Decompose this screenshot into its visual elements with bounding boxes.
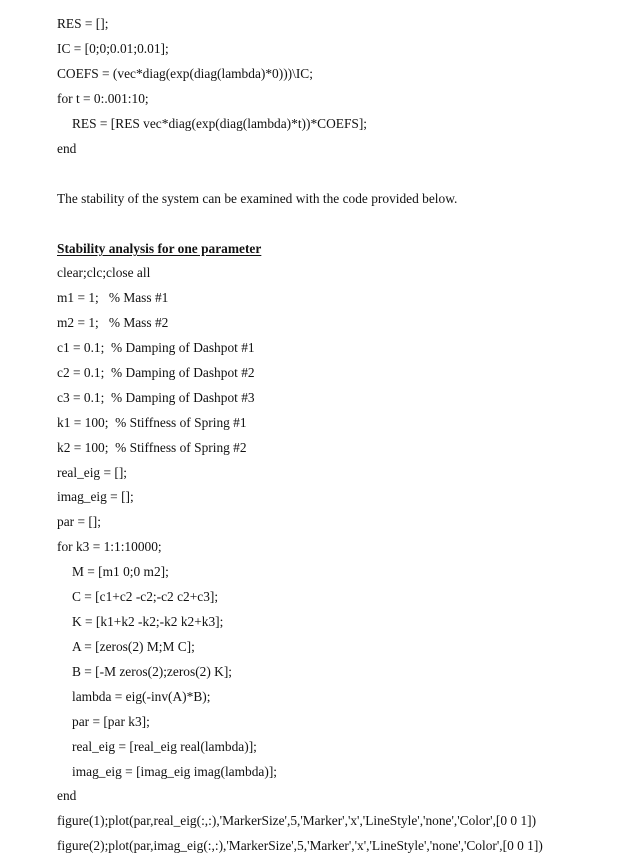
code-line: C = [c1+c2 -c2;-c2 c2+c3]; [72,589,219,604]
code-line: M = [m1 0;0 m2]; [72,564,169,579]
code-line: IC = [0;0;0.01;0.01]; [57,41,169,56]
code-line: m2 = 1; % Mass #2 [57,315,169,330]
code-line: m1 = 1; % Mass #1 [57,290,169,305]
code-line: end [57,788,77,803]
paragraph: The stability of the system can be examined with the code provided below. [57,191,458,206]
code-line: k1 = 100; % Stiffness of Spring #1 [57,415,247,430]
code-line: imag_eig = []; [57,489,134,504]
code-line: imag_eig = [imag_eig imag(lambda)]; [72,764,277,779]
code-line: c1 = 0.1; % Damping of Dashpot #1 [57,340,255,355]
code-line: c3 = 0.1; % Damping of Dashpot #3 [57,390,255,405]
code-line: COEFS = (vec*diag(exp(diag(lambda)*0)))\IC; [57,66,313,81]
code-line: clear;clc;close all [57,265,151,280]
code-line: par = []; [57,514,101,529]
code-line: figure(2);plot(par,imag_eig(:,:),'MarkerSize',5,'Marker','x','LineStyle','none','Color',[0 0 1]) [57,838,543,853]
code-line: figure(1);plot(par,real_eig(:,:),'MarkerSize',5,'Marker','x','LineStyle','none','Color',[0 0 1]) [57,813,537,828]
code-line: for t = 0:.001:10; [57,91,149,106]
code-line: k2 = 100; % Stiffness of Spring #2 [57,440,247,455]
code-line: RES = []; [57,16,109,31]
code-line: K = [k1+k2 -k2;-k2 k2+k3]; [72,614,224,629]
code-line: end [57,141,77,156]
code-line: par = [par k3]; [72,714,150,729]
code-line: for k3 = 1:1:10000; [57,539,162,554]
section-heading: Stability analysis for one parameter [57,241,262,256]
code-line: real_eig = []; [57,465,128,480]
code-line: c2 = 0.1; % Damping of Dashpot #2 [57,365,255,380]
code-line: RES = [RES vec*diag(exp(diag(lambda)*t))*COEFS]; [72,116,368,131]
code-line: real_eig = [real_eig real(lambda)]; [72,739,257,754]
code-line: A = [zeros(2) M;M C]; [72,639,195,654]
code-line: B = [-M zeros(2);zeros(2) K]; [72,664,233,679]
code-line: lambda = eig(-inv(A)*B); [72,689,211,704]
